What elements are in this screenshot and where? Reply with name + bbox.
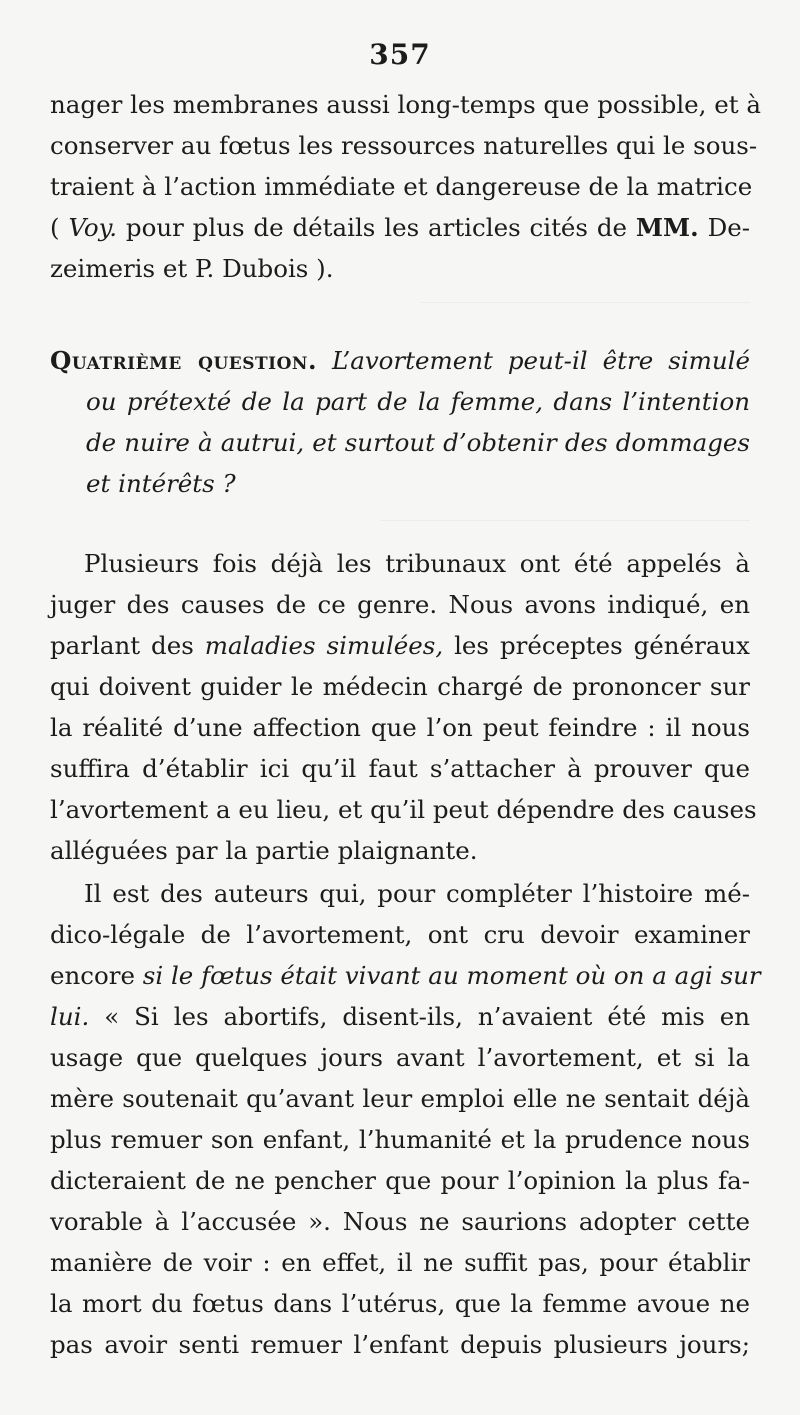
paragraph-continuation [50,84,761,289]
text-line: dicteraient de ne pencher que pour l’opinion la plus fa- [50,1166,750,1195]
question-text: ou prétexté de la part de la femme, dans l’intention [86,387,750,416]
text-line: dico-légale de l’avortement, ont cru devoir examiner [50,920,750,949]
text-fragment: pour plus de détails les articles cités de [117,213,636,242]
text-line: la réalité d’une affection que l’on peut feindre : il nous [50,713,750,742]
text-fragment: « Si les abortifs, disent-ils, n’avaient été mis en [89,1002,750,1031]
text-line: qui doivent guider le médecin chargé de prononcer sur [50,672,750,701]
italic-phrase: si le fœtus était vivant au moment où on a agi sur [142,961,761,990]
text-line: pas avoir senti remuer l’enfant depuis plusieurs jours; [50,1330,750,1359]
text-line: plus remuer son enfant, l’humanité et la prudence nous [50,1125,750,1154]
paragraph [50,873,761,1365]
paragraph [50,543,757,871]
italic-phrase: maladies simulées, [204,631,444,660]
show-through-mark [380,520,750,521]
text-line: l’avortement a eu lieu, et qu’il peut dépendre des causes [50,795,757,824]
text-line [50,381,750,422]
text-line: juger des causes de ce genre. Nous avons indiqué, en [50,590,750,619]
show-through-mark [420,302,750,303]
text-line [50,996,750,1037]
text-line: conserver au fœtus les ressources naturelles qui le sous- [50,131,758,160]
text-line: vorable à l’accusée ». Nous ne saurions adopter cette [50,1207,750,1236]
text-line: mère soutenait qu’avant leur emploi elle ne sentait déjà [50,1084,750,1113]
question-text: L’avortement peut-il être simulé [332,346,751,375]
text-line: usage que quelques jours avant l’avortement, et si la [50,1043,750,1072]
text-line [50,625,750,666]
italic-abbrev: Voy. [68,213,118,242]
text-fragment: De- [698,213,750,242]
text-line: Plusieurs fois déjà les tribunaux ont été appelés à [84,549,750,578]
text-line: traient à l’action immédiate et dangereuse de la matrice [50,172,753,201]
text-line: nager les membranes aussi long-temps que possible, et à [50,90,761,119]
text-line: Il est des auteurs qui, pour compléter l’histoire mé- [84,879,750,908]
text-line: suffira d’établir ici qu’il faut s’attacher à prouver que [50,754,750,783]
page-number: 357 [369,38,431,71]
text-line: zeimeris et P. Dubois ). [50,254,334,283]
question-block [50,340,750,504]
text-line: manière de voir : en effet, il ne suffit pas, pour établir [50,1248,750,1277]
italic-phrase: lui. [50,1002,90,1031]
text-line [50,422,750,463]
text-line [50,207,750,248]
question-heading: Quatrième question. [50,346,317,375]
text-line [50,340,750,381]
bold-abbrev: MM. [635,213,699,242]
text-line [50,463,750,504]
text-fragment: encore [50,961,143,990]
text-fragment: ( [50,213,69,242]
question-text: et intérêts ? [86,469,236,498]
text-fragment: les préceptes généraux [443,631,750,660]
question-text: de nuire à autrui, et surtout d’obtenir des dommages [86,428,750,457]
text-line: alléguées par la partie plaignante. [50,836,478,865]
text-line: la mort du fœtus dans l’utérus, que la femme avoue ne [50,1289,750,1318]
text-fragment: parlant des [50,631,205,660]
text-line [50,955,761,996]
